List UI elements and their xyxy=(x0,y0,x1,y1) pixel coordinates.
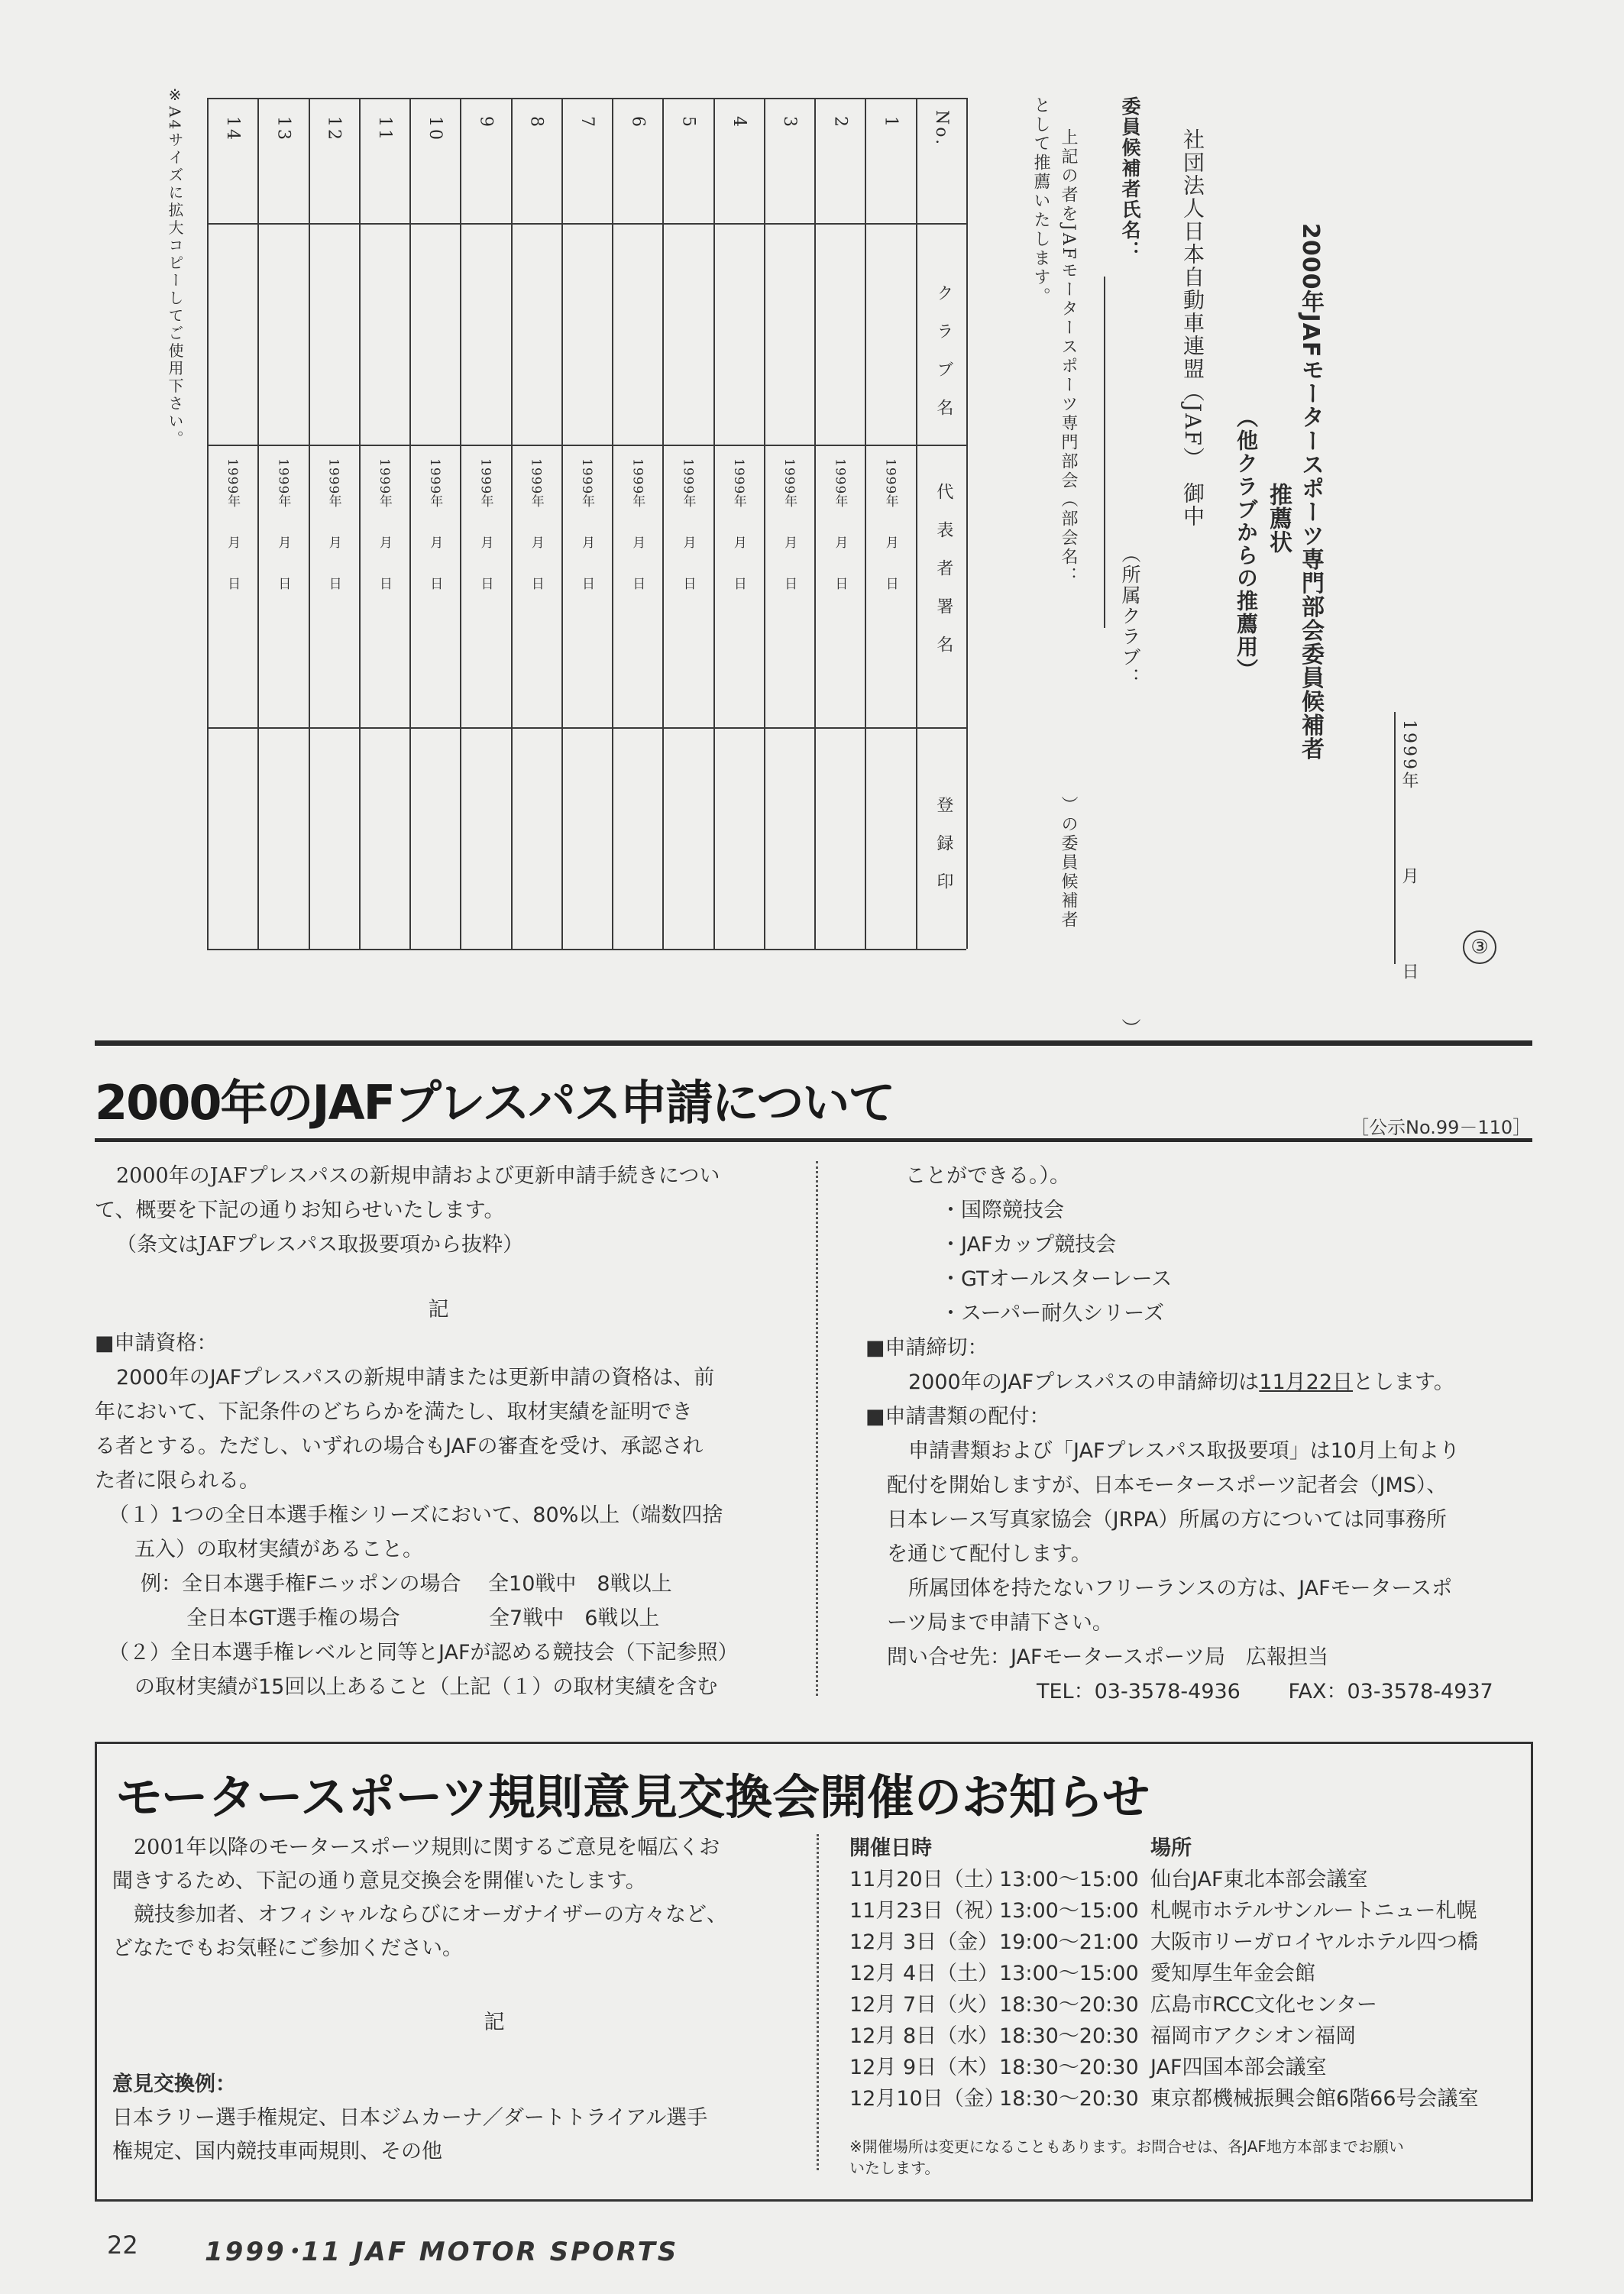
schedule-time: 18:30～20:30 xyxy=(999,2024,1139,2048)
event-item: ・スーパー耐久シリーズ xyxy=(940,1302,1164,1325)
qualification-line: 年において、下記条件のどちらかを満たし、取材実績を証明でき xyxy=(95,1400,693,1424)
meeting-ki: 記 xyxy=(484,2011,505,2034)
form-date-line: 1999年 月 日 xyxy=(1399,720,1419,982)
schedule-row xyxy=(849,2021,1522,2052)
row-date: 1999年 月 日 xyxy=(629,458,645,591)
row-number: 5 xyxy=(678,116,698,129)
row-date: 1999年 月 日 xyxy=(730,458,746,591)
meeting-note-line: いたします。 xyxy=(849,2159,940,2177)
condition-1: （１）1つの全日本選手権シリーズにおいて、80%以上（端数四捨 xyxy=(108,1503,723,1527)
schedule-row xyxy=(849,2083,1522,2114)
distribution-heading: ■申請書類の配付： xyxy=(865,1405,1050,1428)
table-row-line xyxy=(207,98,209,949)
meeting-box xyxy=(95,1742,1533,2202)
qualification-line: た者に限られる。 xyxy=(95,1469,260,1493)
row-number: 2 xyxy=(830,116,850,129)
schedule-time: 18:30～20:30 xyxy=(999,2087,1139,2111)
table-row-line xyxy=(612,98,613,949)
notice-number: ［公示No.99－110］ xyxy=(1351,1117,1532,1138)
schedule-row xyxy=(849,1927,1522,1958)
deadline-pre: 2000年のJAFプレスパスの申請締切は xyxy=(908,1370,1260,1394)
row-date: 1999年 月 日 xyxy=(781,458,797,591)
form-addressee: 社団法人日本自動車連盟（JAF） 御中 xyxy=(1180,128,1205,528)
schedule-time: 19:00～21:00 xyxy=(999,1930,1139,1954)
distribution-line: を通じて配付します。 xyxy=(887,1542,1092,1566)
col-place-header: 場所 xyxy=(1150,1836,1192,1860)
schedule-time: 13:00～15:00 xyxy=(999,1962,1139,1985)
schedule-row xyxy=(849,1958,1522,1989)
schedule-date: 12月 7日（火） xyxy=(849,1993,999,2017)
schedule-time: 13:00～15:00 xyxy=(999,1899,1139,1923)
schedule-row xyxy=(849,1989,1522,2021)
header-club: ク ラ ブ 名 xyxy=(933,284,953,418)
schedule-date: 12月10日（金） xyxy=(849,2087,1005,2111)
table-row-line xyxy=(713,98,715,949)
press-intro xyxy=(95,1159,782,1262)
row-date: 1999年 月 日 xyxy=(882,458,898,591)
table-col-line xyxy=(207,727,966,729)
schedule-place: 広島市RCC文化センター xyxy=(1150,1993,1378,2017)
schedule-place: 大阪市リーガロイヤルホテル四つ橋 xyxy=(1150,1930,1479,1954)
row-date: 1999年 月 日 xyxy=(832,458,848,591)
recommendation-form xyxy=(164,86,1539,1039)
condition-2: （２）全日本選手権レベルと同等とJAFが認める競技会（下記参照） xyxy=(108,1641,739,1665)
freelance-line: ーツ局まで申請下さい。 xyxy=(887,1611,1113,1635)
table-row-line xyxy=(359,98,361,949)
row-date: 1999年 月 日 xyxy=(579,458,594,591)
row-date: 1999年 月 日 xyxy=(477,458,493,591)
schedule-date: 12月 3日（金） xyxy=(849,1930,999,1954)
freelance-line: 所属団体を持たないフリーランスの方は、JAFモータースポ xyxy=(908,1577,1453,1600)
row-number: 8 xyxy=(526,116,546,129)
row-number: 1 xyxy=(881,116,901,129)
deadline-date: 11月22日 xyxy=(1259,1370,1354,1394)
contact-line: 問い合せ先：JAFモータースポーツ局 広報担当 xyxy=(887,1645,1328,1669)
recommend-text-2: として推薦いたします。 xyxy=(1031,96,1050,306)
meeting-intro-line: どなたでもお気軽にご参加ください。 xyxy=(112,1936,463,1960)
distribution-line: 日本レース写真家協会（JRPA）所属の方については同事務所 xyxy=(887,1508,1447,1532)
column-divider xyxy=(816,1161,818,1696)
recommend-text-1: 上記の者をJAFモータースポーツ専門部会（部会名： ）の委員候補者 xyxy=(1059,128,1078,930)
section-rule-top xyxy=(95,1040,1532,1046)
schedule-date: 12月 8日（水） xyxy=(849,2024,999,2048)
deadline-post: とします。 xyxy=(1353,1370,1454,1394)
candidate-label: 委員候補者氏名： xyxy=(1119,96,1141,261)
candidate-underline xyxy=(1104,277,1105,628)
press-heading: 2000年のJAFプレスパス申請について xyxy=(95,1075,894,1131)
event-item: ・JAFカップ競技会 xyxy=(940,1233,1117,1257)
meeting-schedule xyxy=(849,1833,1522,2114)
schedule-time: 18:30～20:30 xyxy=(999,1993,1139,2017)
form-subtitle: 推薦状 xyxy=(1265,483,1292,554)
form-subtitle2: （他クラブからの推薦用） xyxy=(1234,406,1259,681)
row-number: 10 xyxy=(425,116,445,142)
page-number: 22 xyxy=(107,2231,138,2260)
club-label: （所属クラブ： ） xyxy=(1119,544,1141,1039)
row-number: 12 xyxy=(324,116,344,142)
examples-line: 日本ラリー選手権規定、日本ジムカーナ／ダートトライアル選手 xyxy=(112,2106,708,2130)
magazine-title: 1999･11 JAF MOTOR SPORTS xyxy=(205,2237,679,2267)
row-date: 1999年 月 日 xyxy=(275,458,291,591)
intro-line: （条文はJAFプレスパス取扱要項から抜粋） xyxy=(116,1233,524,1257)
schedule-row xyxy=(849,1864,1522,1895)
meeting-intro xyxy=(112,1831,876,1966)
row-date: 1999年 月 日 xyxy=(325,458,341,591)
row-date: 1999年 月 日 xyxy=(528,458,544,591)
press-right-column xyxy=(865,1159,1538,1709)
table-row-line xyxy=(865,98,866,949)
examples-heading: 意見交換例： xyxy=(112,2072,236,2096)
distribution-line: 申請書類および「JAFプレスパス取扱要項」は10月上旬より xyxy=(908,1439,1460,1463)
right-continued: ことができる。）。 xyxy=(905,1164,1070,1188)
deadline-line xyxy=(865,1365,1538,1399)
meeting-intro-line: 競技参加者、オフィシャルならびにオーガナイザーの方々など、 xyxy=(134,1903,728,1927)
table-row-line xyxy=(511,98,513,949)
row-date: 1999年 月 日 xyxy=(427,458,443,591)
table-row-line xyxy=(916,98,917,949)
schedule-rows xyxy=(849,1864,1522,2114)
schedule-header xyxy=(849,1833,1522,1864)
example-line: 全日本GT選手権の場合 全7戦中 6戦以上 xyxy=(186,1606,660,1630)
col-date-header: 開催日時 xyxy=(849,1836,932,1860)
schedule-place: JAF四国本部会議室 xyxy=(1150,2056,1327,2079)
table-col-line xyxy=(207,445,966,446)
meeting-intro-line: 聞きするため、下記の通り意見交換会を開催いたします。 xyxy=(112,1869,646,1893)
press-left-column xyxy=(95,1326,782,1704)
table-row-line xyxy=(409,98,411,949)
row-number: 3 xyxy=(780,116,800,129)
ki-mark: 記 xyxy=(428,1298,449,1322)
table-row-line xyxy=(257,98,259,949)
example-line: 例：全日本選手権Fニッポンの場合 全10戦中 8戦以上 xyxy=(141,1572,672,1596)
schedule-place: 東京都機械振興会館6階66号会議室 xyxy=(1150,2087,1479,2111)
intro-line: て、概要を下記の通りお知らせいたします。 xyxy=(95,1199,505,1222)
table-row-line xyxy=(309,98,310,949)
table-row-line xyxy=(460,98,461,949)
row-date: 1999年 月 日 xyxy=(376,458,392,591)
row-number: 4 xyxy=(729,116,749,129)
table-row-line xyxy=(561,98,563,949)
meeting-divider xyxy=(817,1834,819,2170)
row-date: 1999年 月 日 xyxy=(680,458,696,591)
section-rule-bottom xyxy=(95,1138,1532,1142)
schedule-time: 13:00～15:00 xyxy=(999,1868,1139,1891)
table-col-line xyxy=(207,949,966,950)
event-item: ・GTオールスターレース xyxy=(940,1267,1173,1291)
qualification-line: 2000年のJAFプレスパスの新規申請または更新申請の資格は、前 xyxy=(116,1366,715,1390)
event-item: ・国際競技会 xyxy=(940,1199,1064,1222)
page-badge-text: ③ xyxy=(1470,936,1489,959)
schedule-date: 12月 9日（木） xyxy=(849,2056,999,2079)
schedule-place: 札幌市ホテルサンルートニュー札幌 xyxy=(1150,1899,1477,1923)
deadline-heading: ■申請締切： xyxy=(865,1336,988,1360)
condition-2-cont: の取材実績が15回以上あること（上記（１）の取材実績を含む xyxy=(134,1675,718,1699)
schedule-row xyxy=(849,2052,1522,2083)
row-number: 9 xyxy=(476,116,496,129)
qualification-heading: ■申請資格： xyxy=(95,1331,218,1355)
row-number: 11 xyxy=(374,116,394,142)
row-number: 14 xyxy=(223,116,243,142)
schedule-place: 福岡市アクシオン福岡 xyxy=(1150,2024,1357,2048)
qualification-line: る者とする。ただし、いずれの場合もJAFの審査を受け、承認され xyxy=(95,1435,704,1458)
row-number: 6 xyxy=(628,116,648,129)
header-no: No. xyxy=(931,110,951,147)
table-row-line xyxy=(764,98,765,949)
examples-line: 権規定、国内競技車両規則、その他 xyxy=(112,2140,442,2163)
meeting-examples xyxy=(112,2068,876,2169)
page-badge xyxy=(1463,930,1496,964)
meeting-note xyxy=(849,2136,1522,2179)
row-number: 7 xyxy=(577,116,597,129)
schedule-place: 仙台JAF東北本部会議室 xyxy=(1150,1868,1368,1891)
meeting-note-line: ※開催場所は変更になることもあります。お問合せは、各JAF地方本部までお願い xyxy=(849,2137,1404,2156)
table-row-line xyxy=(662,98,664,949)
table-col-line xyxy=(207,98,966,99)
date-underline xyxy=(1394,712,1396,964)
distribution-line: 配付を開始しますが、日本モータースポーツ記者会（JMS）、 xyxy=(887,1474,1448,1497)
header-reg: 登 録 印 xyxy=(933,796,953,891)
schedule-date: 12月 4日（土） xyxy=(849,1962,999,1985)
schedule-time: 18:30～20:30 xyxy=(999,2056,1139,2079)
row-number: 13 xyxy=(273,116,293,142)
condition-1-cont: 五入）の取材実績があること。 xyxy=(134,1538,423,1561)
row-date: 1999年 月 日 xyxy=(225,458,241,591)
schedule-date: 11月20日（土） xyxy=(849,1868,1005,1891)
table-row-line xyxy=(966,98,968,949)
form-title: 2000年JAFモータースポーツ専門部会委員候補者 xyxy=(1297,223,1324,761)
schedule-row xyxy=(849,1895,1522,1927)
intro-line: 2000年のJAFプレスパスの新規申請および更新申請手続きについ xyxy=(116,1164,720,1188)
form-note: ※A4サイズに拡大コピーしてご使用下さい。 xyxy=(166,86,184,448)
table-col-line xyxy=(207,223,966,225)
schedule-date: 11月23日（祝） xyxy=(849,1899,1005,1923)
schedule-place: 愛知厚生年金会館 xyxy=(1150,1962,1315,1985)
header-rep: 代 表 者 署 名 xyxy=(933,483,953,655)
meeting-intro-line: 2001年以降のモータースポーツ規則に関するご意見を幅広くお xyxy=(134,1836,720,1859)
table-row-line xyxy=(814,98,816,949)
tel-fax-line: TEL：03-3578-4936 FAX：03-3578-4937 xyxy=(1037,1680,1493,1704)
meeting-heading: モータースポーツ規則意見交換会開催のお知らせ xyxy=(115,1769,1150,1825)
